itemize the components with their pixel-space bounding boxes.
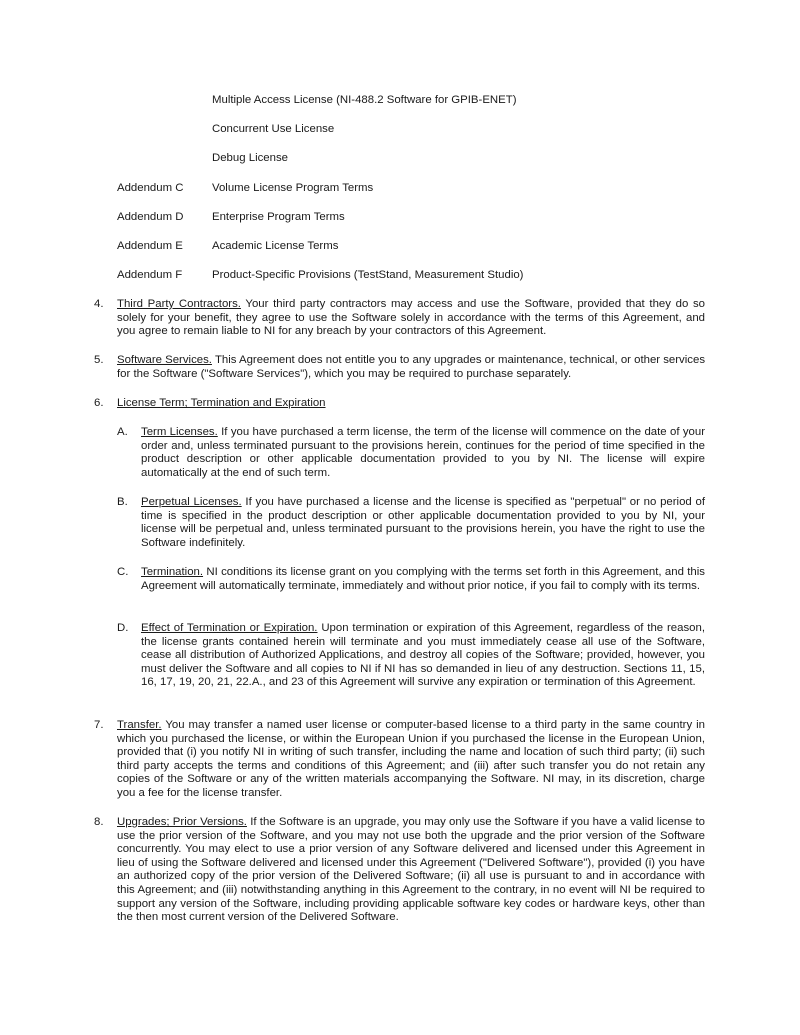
addendum-title: Volume License Program Terms xyxy=(212,181,374,194)
addendum-title: Product-Specific Provisions (TestStand, Measurement Studio) xyxy=(212,269,524,282)
subsection-body xyxy=(141,566,705,593)
section-title: License Term; Termination and Expiration xyxy=(117,397,326,409)
addendum-title: Debug License xyxy=(212,152,288,165)
addenda-row xyxy=(0,123,800,152)
subsection-body xyxy=(141,426,705,480)
subsection-title: Termination. xyxy=(141,566,204,578)
addendum-label: Addendum D xyxy=(117,210,184,223)
section-title: Transfer. xyxy=(117,719,162,731)
section-title: Upgrades; Prior Versions. xyxy=(117,816,247,828)
subsection-text: NI conditions its license grant on you complying with the terms set forth in this Agreement, and this Agreement will automatically terminate, immediately and without prior notice, if you fail to comply with its terms. xyxy=(141,566,705,592)
addenda-row xyxy=(0,152,800,181)
addenda-row xyxy=(0,182,800,211)
addendum-title: Multiple Access License (NI-488.2 Software for GPIB-ENET) xyxy=(212,94,517,106)
subsection-letter: B. xyxy=(117,496,128,508)
subsection-title: Term Licenses. xyxy=(141,426,218,438)
addendum-title: Enterprise Program Terms xyxy=(212,210,345,223)
subsection-text: If you have purchased a license and the license is specified as "perpetual" or no period of time is specified in the product description or other applicable documentation provided to you by NI, your license will be perpetual and, unless terminated pursuant to the provisions herein, you have the right to use the Software indefinitely. xyxy=(141,496,706,549)
addendum-title: Concurrent Use License xyxy=(212,123,335,136)
section-text: You may transfer a named user license or computer-based license to a third party in the same country in which you purchased the license, or within the European Union if you purchased the license in the European Union, provided that (i) you notify NI in writing of such transfer, including the name and location of such third party; (ii) such third party accepts the terms and conditions of this Agreement; and (iii) after such transfer you do not retain any copies of the Software or any of the written materials accompanying the Software. NI may, in its discretion, charge you a fee for the license transfer. xyxy=(117,719,705,799)
addendum-label: Addendum E xyxy=(117,239,183,252)
section-body xyxy=(117,298,705,339)
addenda-list xyxy=(0,94,800,298)
subsection-letter: A. xyxy=(117,426,128,438)
section-body xyxy=(117,354,705,381)
addenda-row xyxy=(0,94,800,123)
subsection-body xyxy=(141,622,705,690)
addenda-row xyxy=(0,269,800,298)
addenda-row xyxy=(0,211,800,240)
section-number: 7. xyxy=(94,719,104,731)
section-title: Software Services. xyxy=(117,354,212,366)
subsection-letter: C. xyxy=(117,566,129,578)
section-body xyxy=(117,397,705,411)
section-body xyxy=(117,816,705,925)
section-number: 6. xyxy=(94,397,104,409)
section-number: 8. xyxy=(94,816,104,828)
section-text: Your third party contractors may access and use the Software, provided that they do so solely for your benefit, they agree to use the Software solely in accordance with the terms of this Agreement, and you agree to remain liable to NI for any breach by your contractors of this Agreement. xyxy=(117,298,705,338)
section-number: 4. xyxy=(94,298,104,310)
section-number: 5. xyxy=(94,354,104,366)
addendum-label: Addendum C xyxy=(117,181,184,194)
subsection-body xyxy=(141,496,705,550)
addendum-label: Addendum F xyxy=(117,269,183,282)
section-body xyxy=(117,719,705,801)
section-title: Third Party Contractors. xyxy=(117,298,241,310)
subsection-title: Perpetual Licenses. xyxy=(141,496,242,508)
subsection-text: If you have purchased a term license, the term of the license will commence on the date of your order and, unless terminated pursuant to the provisions herein, continues for the period of time specified in the product description or other applicable documentation provided to you by NI. The license will expire automatically at the end of such term. xyxy=(141,426,705,479)
subsection-letter: D. xyxy=(117,622,129,634)
subsection-title: Effect of Termination or Expiration. xyxy=(141,622,318,634)
subsection-text: Upon termination or expiration of this Agreement, regardless of the reason, the license grants contained herein will terminate and you must immediately cease all use of the Software, cease all distribution of Authorized Applications, and destroy all copies of the Software; provided, however, you must deliver the Software and all copies to NI if NI has so demanded in lieu of any destruction. Sections 11, 15, 16, 17, 19, 20, 21, 22.A., and 23 of this Agreement will survive any expiration or termination of this Agreement. xyxy=(141,622,705,689)
addendum-title: Academic License Terms xyxy=(212,239,339,252)
section-text: This Agreement does not entitle you to any upgrades or maintenance, technical, or other services for the Software ("Software Services"), which you may be required to purchase separately. xyxy=(117,354,706,380)
section-text: If the Software is an upgrade, you may only use the Software if you have a valid license to use the prior version of the Software, and you may not use both the upgrade and the prior version of the Software concurrently. You may elect to use a prior version of any Software delivered and licensed under this Agreement in lieu of using the Software delivered and licensed under this Agreement ("Delivered Software"), provided (i) you have an authorized copy of the prior version of the Delivered Software; (ii) all use is pursuant to and in accordance with this Agreement; and (iii) notwithstanding anything in this Agreement to the contrary, in no event will NI be required to support any version of the Software, including providing applicable software key codes or hardware keys, other than the then most current version of the Delivered Software. xyxy=(117,816,705,924)
addenda-row xyxy=(0,240,800,269)
